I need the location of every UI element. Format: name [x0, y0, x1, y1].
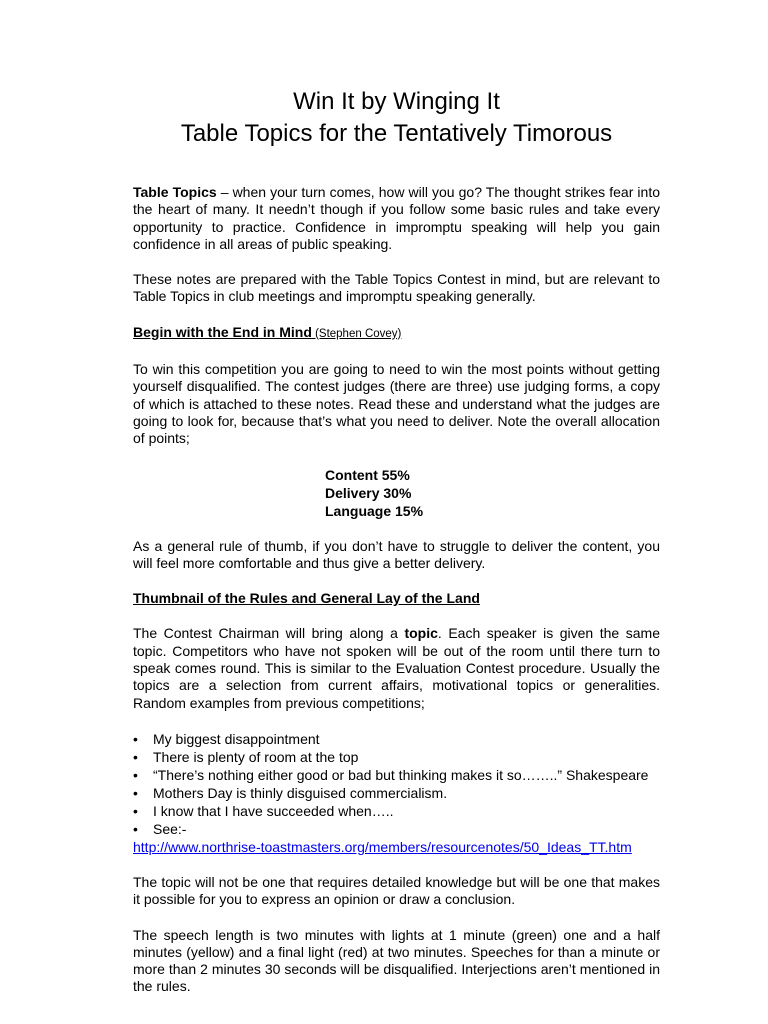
- competition-paragraph: To win this competition you are going to need to win the most points without getting yourself disqualified. The contest judges (there are three) use judging forms, a copy of which is attached to these notes. Read these and understand what the judges are going to look for, because that’s what you need to deliver. Note the overall allocation of points;: [133, 361, 660, 447]
- notes-paragraph: These notes are prepared with the Table Topics Contest in mind, but are relevant to Table Topics in club meetings and impromptu speaking generally.: [133, 271, 660, 305]
- document-title: [133, 86, 660, 150]
- allocation-language: Language 15%: [325, 502, 424, 519]
- allocation-content: Content 55%: [325, 466, 410, 483]
- list-item: [133, 766, 660, 784]
- speech-length-paragraph: The speech length is two minutes with lights at 1 minute (green) one and a half minutes (yellow) and a final light (red) at two minutes. Speeches for than a minute or more than 2 minutes 30 seconds will be disqualified. Interjections aren’t mentioned in the rules.: [133, 926, 660, 995]
- list-item-text: My biggest disappointment: [153, 730, 320, 747]
- bullet-icon: •: [133, 748, 138, 765]
- list-item: [133, 784, 660, 802]
- intro-bold-term: Table Topics: [133, 184, 217, 200]
- list-item-text: See:-: [153, 820, 187, 837]
- rule-of-thumb-paragraph: As a general rule of thumb, if you don’t have to struggle to deliver the content, you will feel more comfortable and thus give a better delivery.: [133, 537, 660, 571]
- points-allocation: [325, 466, 660, 520]
- topic-paragraph: The topic will not be one that requires detailed knowledge but will be one that makes it possible for you to express an opinion or draw a conclusion.: [133, 873, 660, 908]
- topic-bold-term: topic: [404, 625, 438, 642]
- bullet-icon: •: [133, 784, 138, 801]
- title-line-2: Table Topics for the Tentatively Timorous: [180, 120, 613, 147]
- resource-link[interactable]: http://www.northrise-toastmasters.org/members/resourcenotes/50_Ideas_TT.htm: [133, 838, 632, 855]
- intro-paragraph: [133, 184, 660, 253]
- list-item-text: “There’s nothing either good or bad but thinking makes it so……..” Shakespeare: [153, 766, 649, 783]
- heading-text: Begin with the End in Mind: [133, 323, 312, 340]
- intro-text: – when your turn comes, how will you go? The thought strikes fear into the heart of many. It needn’t though if you follow some basic rules and take every opportunity to practice. Confidence in impromptu speaking will help you gain confidence in all areas of public speaking.: [133, 184, 660, 252]
- section-heading-rules: Thumbnail of the Rules and General Lay of the Land: [133, 590, 480, 607]
- list-item: [133, 802, 660, 820]
- bullet-icon: •: [133, 730, 138, 747]
- section-heading-end-in-mind: [133, 324, 660, 343]
- chairman-text-end: . Each speaker is given the same topic. Competitors who have not spoken will be out of the room until there turn to speak comes round. This is similar to the Evaluation Contest procedure. Usually the topics are a selection from current affairs, motivational topics or generalities. Random examples from previous competitions;: [133, 625, 660, 711]
- list-item-text: There is plenty of room at the top: [153, 748, 359, 765]
- chairman-text-start: The Contest Chairman will bring along a: [133, 625, 405, 642]
- list-item: [133, 730, 660, 748]
- bullet-icon: •: [133, 820, 138, 837]
- bullet-icon: •: [133, 802, 138, 819]
- heading-attribution: (Stephen Covey): [311, 327, 402, 340]
- list-item-text: I know that I have succeeded when…..: [153, 802, 394, 819]
- list-item-text: Mothers Day is thinly disguised commercialism.: [153, 784, 448, 801]
- chairman-paragraph: [133, 625, 660, 711]
- list-item: [133, 748, 660, 766]
- allocation-delivery: Delivery 30%: [325, 484, 412, 501]
- document-page: [133, 86, 660, 1014]
- title-line-1: Win It by Winging It: [293, 88, 500, 115]
- bullet-icon: •: [133, 766, 138, 783]
- examples-list: [133, 730, 660, 856]
- list-item: [133, 820, 660, 856]
